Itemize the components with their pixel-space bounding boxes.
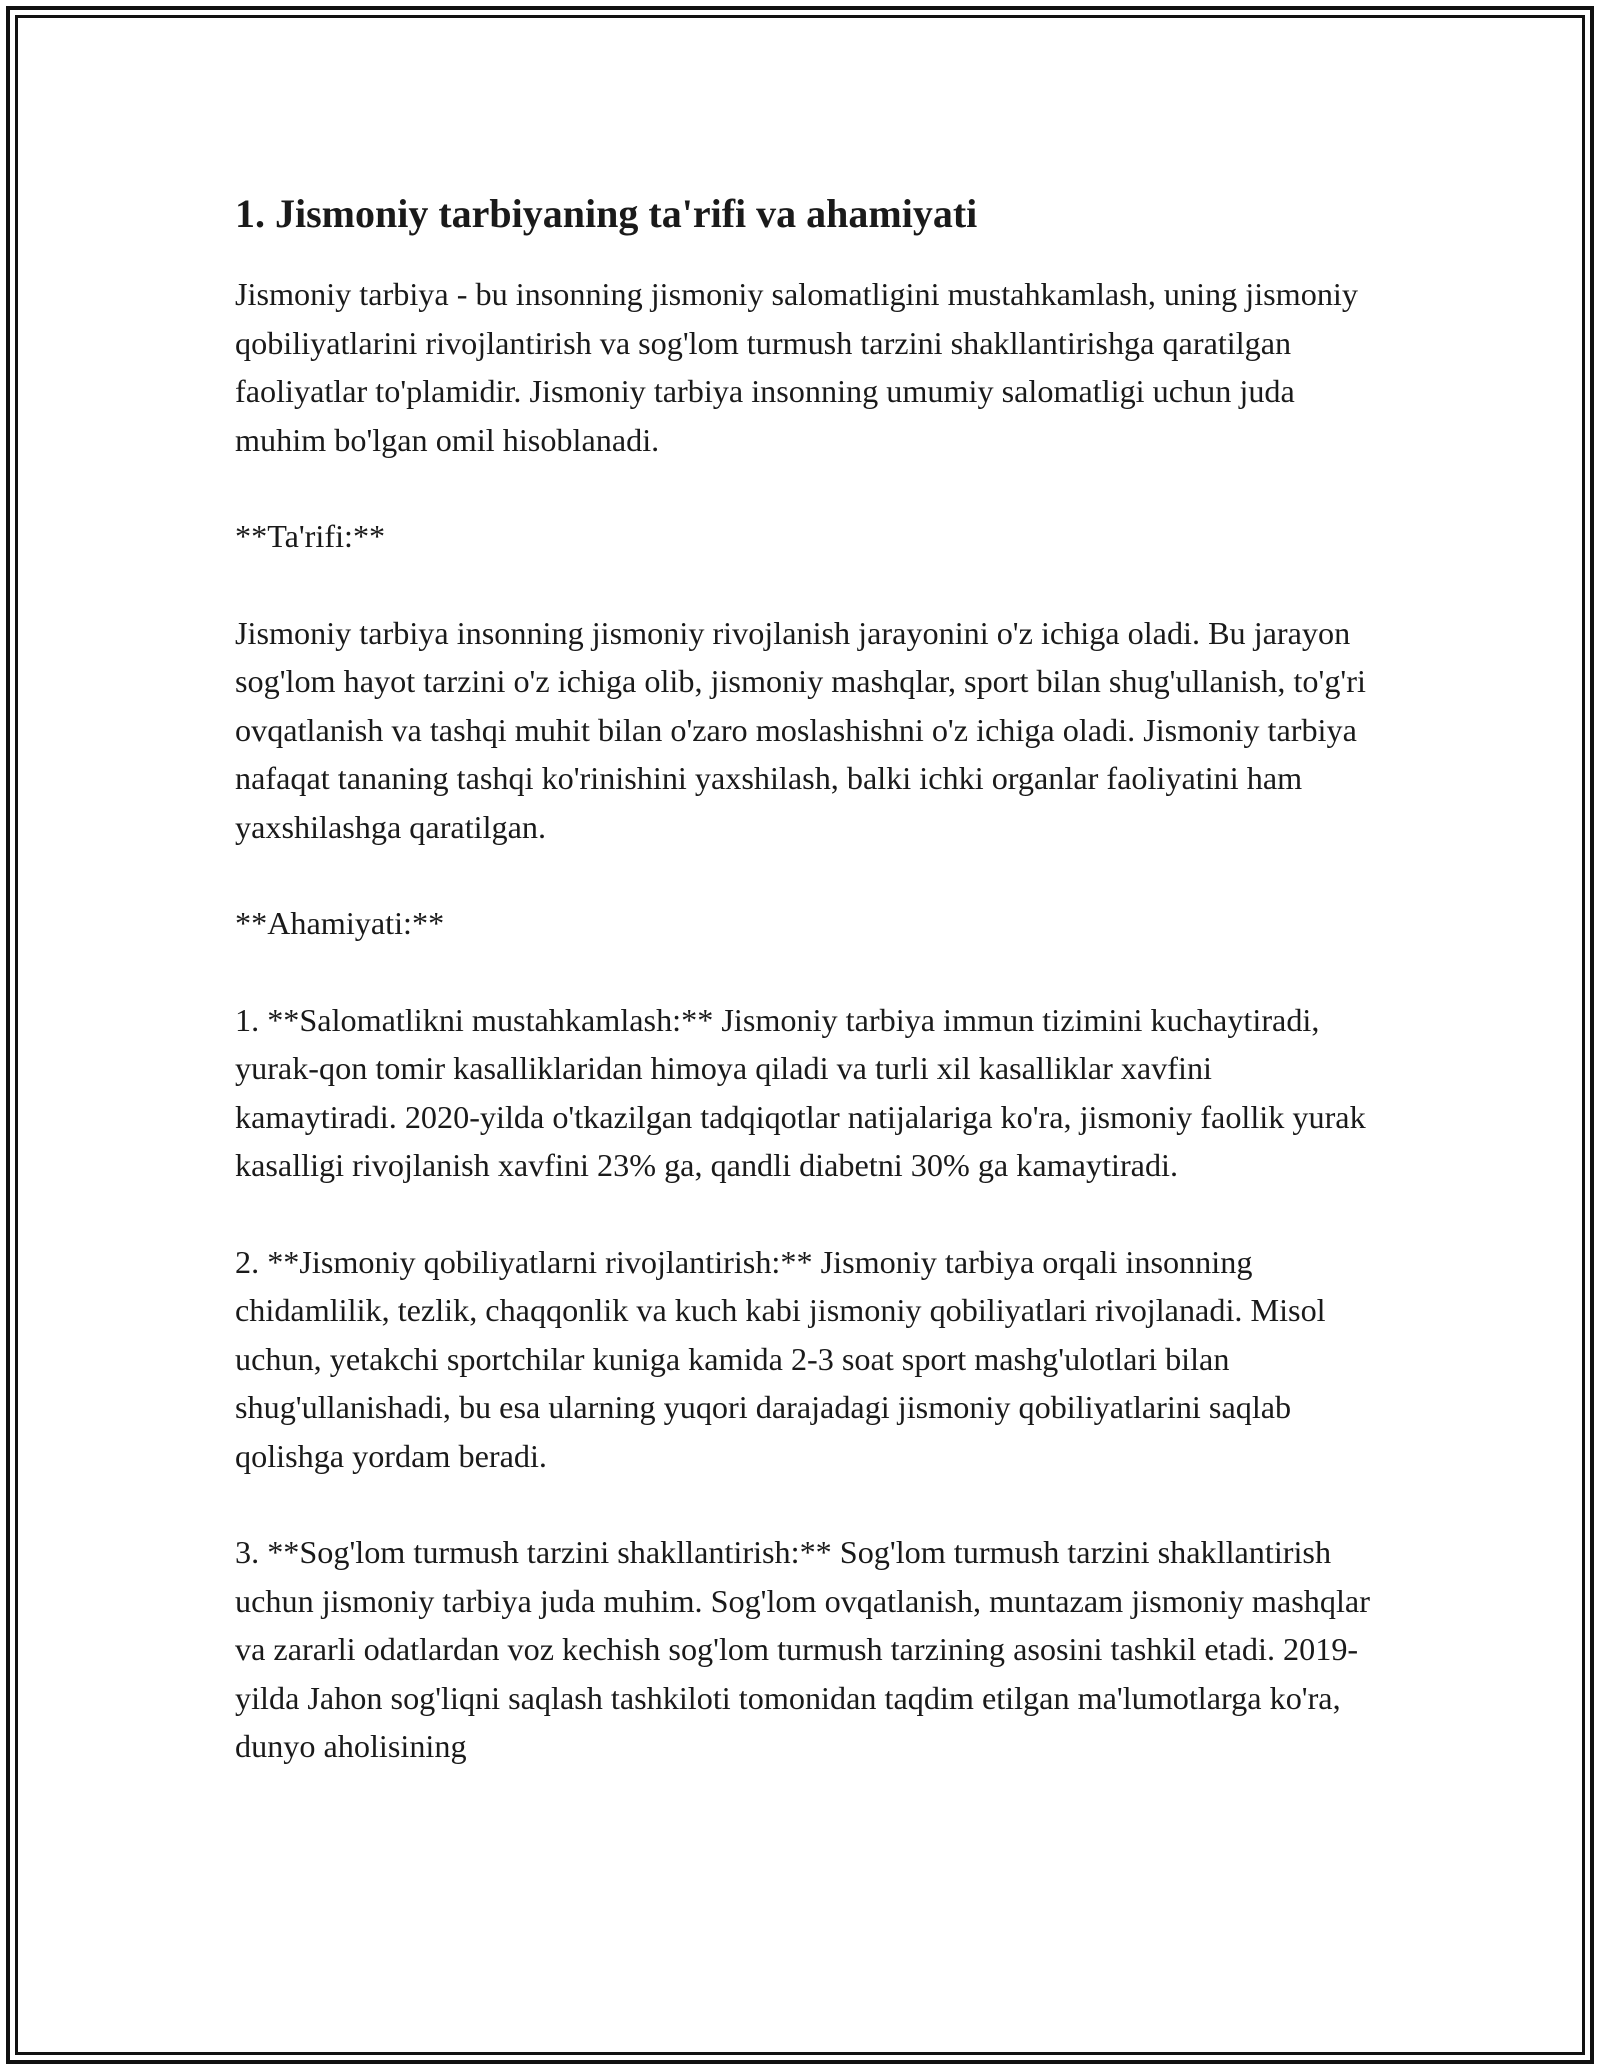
intro-paragraph: Jismoniy tarbiya - bu insonning jismoniy salomatligini mustahkamlash, uning jismoniy qobiliyatlarini rivojlantirish va sog'lom turmush tarzini shakllantirishga qaratilgan faoliyatlar to'plamidir. Jismoniy tarbiya insonning umumiy salomatligi uchun juda muhim bo'lgan omil hisoblanadi. [235, 276, 1358, 458]
definition-label: **Ta'rifi:** [235, 518, 386, 554]
importance-label: **Ahamiyati:** [235, 905, 445, 941]
section-heading: 1. Jismoniy tarbiyaning ta'rifi va ahamiyati [235, 191, 978, 236]
document-body [235, 186, 1375, 1819]
importance-item-2: 2. **Jismoniy qobiliyatlarni rivojlantirish:** Jismoniy tarbiya orqali insonning chidamlilik, tezlik, chaqqonlik va kuch kabi jismoniy qobiliyatlari rivojlanadi. Misol uchun, yetakchi sportchilar kuniga kamida 2-3 soat sport mashg'ulotlari bilan shug'ullanishadi, bu esa ularning yuqori darajadagi jismoniy qobiliyatlarini saqlab qolishga yordam beradi. [235, 1243, 1326, 1474]
definition-paragraph: Jismoniy tarbiya insonning jismoniy rivojlanish jarayonini o'z ichiga oladi. Bu jarayon sog'lom hayot tarzini o'z ichiga olib, jismoniy mashqlar, sport bilan shug'ullanish, to'g'ri ovqatlanish va tashqi muhit bilan o'zaro moslashishni o'z ichiga oladi. Jismoniy tarbiya nafaqat tananing tashqi ko'rinishini yaxshilash, balki ichki organlar faoliyatini ham yaxshilashga qaratilgan. [235, 614, 1366, 845]
importance-item-3: 3. **Sog'lom turmush tarzini shakllantirish:** Sog'lom turmush tarzini shakllantirish uchun jismoniy tarbiya juda muhim. Sog'lom ovqatlanish, muntazam jismoniy mashqlar va zararli odatlardan voz kechish sog'lom turmush tarzining asosini tashkil etadi. 2019-yilda Jahon sog'liqni saqlash tashkiloti tomonidan taqdim etilgan ma'lumotlarga ko'ra, dunyo aholisining [235, 1534, 1370, 1764]
importance-item-1: 1. **Salomatlikni mustahkamlash:** Jismoniy tarbiya immun tizimini kuchaytiradi, yurak-qon tomir kasalliklaridan himoya qiladi va turli xil kasalliklar xavfini kamaytiradi. 2020-yilda o'tkazilgan tadqiqotlar natijalariga ko'ra, jismoniy faollik yurak kasalligi rivojlanish xavfini 23% ga, qandli diabetni 30% ga kamaytiradi. [235, 1001, 1366, 1183]
